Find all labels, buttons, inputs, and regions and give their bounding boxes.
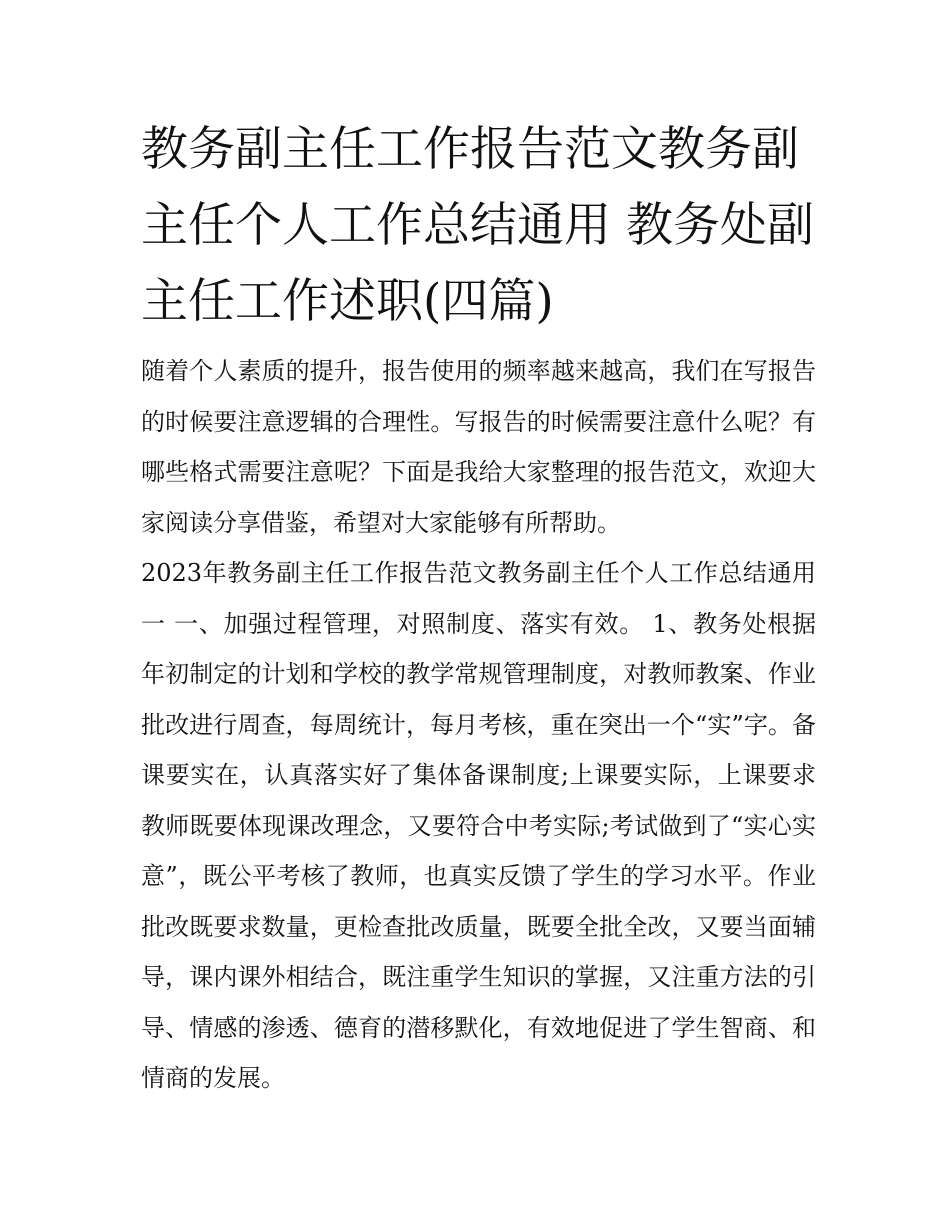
body-paragraph: 2023年教务副主任工作报告范文教务副主任个人工作总结通用一 一、加强过程管理，对照制度、落实有效。 1、教务处根据年初制定的计划和学校的教学常规管理制度，对教师教案、作业批改进行周查，每周统计，每月考核，重在突出一个“实”字。备课要实在，认真落实好了集体备课制度;上课要实际，上课要求教师既要体现课改理念，又要符合中考实际;考试做到了“实心实意”，既公平考核了教师，也真实反馈了学生的学习水平。作业批改既要求数量，更检查批改质量，既要全批全改，又要当面辅导，课内课外相结合，既注重学生知识的掌握，又注重方法的引导、情感的渗透、德育的潜移默化，有效地促进了学生智商、和情商的发展。 <box>141 559 816 1092</box>
intro-paragraph: 随着个人素质的提升，报告使用的频率越来越高，我们在写报告的时候要注意逻辑的合理性。写报告的时候需要注意什么呢？有哪些格式需要注意呢？下面是我给大家整理的报告范文，欢迎大家阅读分享借鉴，希望对大家能够有所帮助。 <box>141 357 816 537</box>
document-content <box>141 112 816 1104</box>
document-title: 教务副主任工作报告范文教务副主任个人工作总结通用 教务处副主任工作述职(四篇) <box>141 122 814 329</box>
